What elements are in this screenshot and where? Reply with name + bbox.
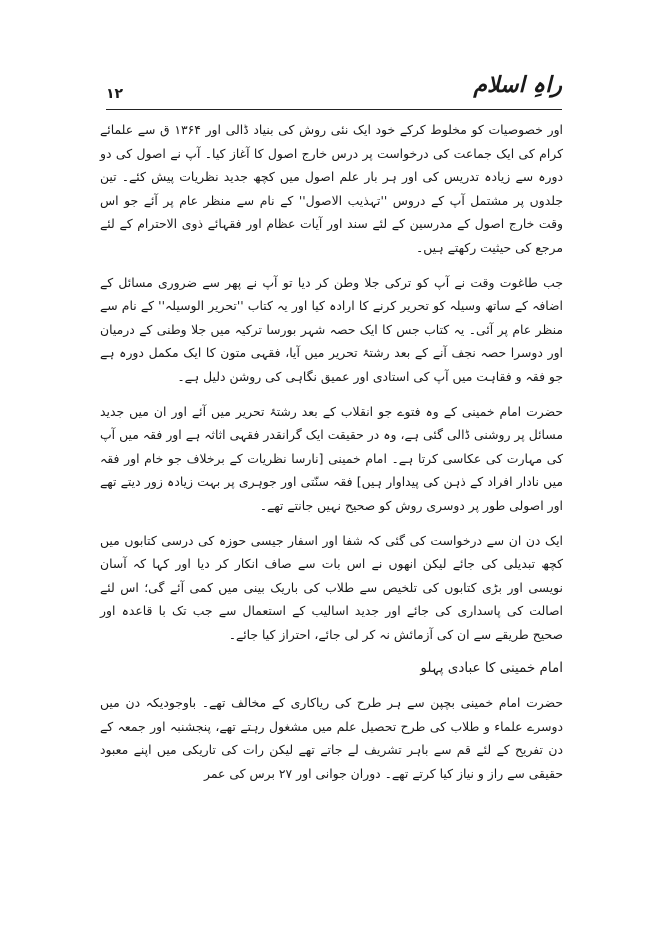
- paragraph-5: حضرت امام خمینی بچپن سے ہر طرح کی ریاکاری کے مخالف تھے۔ باوجودیکہ دن میں دوسرے علماء و طلاب کی طرح تحصیل علم میں مشغول رہتے تھے، پنجشنبہ اور جمعہ کے دن تفریح کے لئے قم سے باہر تشریف لے جاتے تھے لیکن رات کی تاریکی میں اپنے معبود حقیقی سے راز و نیاز کیا کرتے تھے۔ دوران جوانی اور ۲۷ برس کی عمر: [100, 695, 563, 781]
- header-rule: [106, 109, 562, 110]
- paragraph-1: اور خصوصیات کو مخلوط کرکے خود ایک نئی روش کی بنیاد ڈالی اور ۱۳۶۴ ق سے علمائے کرام کی ایک جماعت کی درخواست پر درس خارج اصول کا آغاز کیا۔ آپ نے اصول کی دو دورہ سے زیادہ تدریس کی اور ہر بار علم اصول میں کچھ جدید نظریات پیش کئے۔ تین جلدوں پر مشتمل آپ کے دروس ''تہذیب الاصول'' کے نام سے منظر عام پر آئے جو اس وقت خارج اصول کے مدرسین کے لئے سند اور آیات عظام اور فقہائے ذوی الاحترام کے لئے مرجع کی حیثیت رکھتے ہیں۔: [100, 122, 563, 255]
- paragraph-4: ایک دن ان سے درخواست کی گئی کہ شفا اور اسفار جیسی حوزہ کی درسی کتابوں میں کچھ تبدیلی کی جائے لیکن انھوں نے اس بات سے صاف انکار کر دیا اور کہا کہ آسان نویسی اور بڑی کتابوں کی تلخیص سے طلاب کی باریک بینی میں کمی آئے گی؛ اس لئے اصالت کی پاسداری کی جائے اور جدید اسالیب کے استعمال سے جب تک با قاعدہ اور صحیح طریقے سے ان کی آزمائش نہ کر لی جائے، احتراز کیا جائے۔: [100, 532, 563, 642]
- paragraph-3: حضرت امام خمینی کے وہ فتوے جو انقلاب کے بعد رشتۂ تحریر میں آئے اور ان میں جدید مسائل پر روشنی ڈالی گئی ہے، وہ در حقیقت ایک گرانقدر فقہی اثاثہ ہے اور فقہ میں آپ کی مہارت کی عکاسی کرتا ہے۔ امام خمینی [نارسا نظریات کے برخلاف جو خام اور فقہ میں نادار افراد کے ذہن کی پیداوار ہیں] فقہ سنّتی اور جوہری پر بہت زیادہ زور دیتے تھے اور اصولی طور پر دوسری روش کو صحیح نہیں جانتے تھے۔: [100, 403, 563, 513]
- page-body: [100, 118, 563, 796]
- section-heading: امام خمینی کا عبادی پہلو: [420, 660, 563, 677]
- page-header: [106, 72, 562, 112]
- publication-logo: راہِ اسلام: [473, 72, 562, 98]
- page-number: ۱۲: [106, 86, 124, 102]
- paragraph-2: جب طاغوت وقت نے آپ کو ترکی جلا وطن کر دیا تو آپ نے پھر سے ضروری مسائل کے اضافہ کے ساتھ وسیلہ کو تحریر کرنے کا ارادہ کیا اور یہ کتاب ''تحریر الوسیلہ'' کے نام سے منظر عام پر آئی۔ یہ کتاب جس کا ایک حصہ شہر بورسا ترکیہ میں جلا وطنی کے درمیان اور دوسرا حصہ نجف آنے کے بعد رشتۂ تحریر میں آیا، فقہی متون کا ایک مکمل دورہ ہے جو فقہ و فقاہت میں آپ کی استادی اور عمیق نگاہی کی روشن دلیل ہے۔: [100, 274, 563, 384]
